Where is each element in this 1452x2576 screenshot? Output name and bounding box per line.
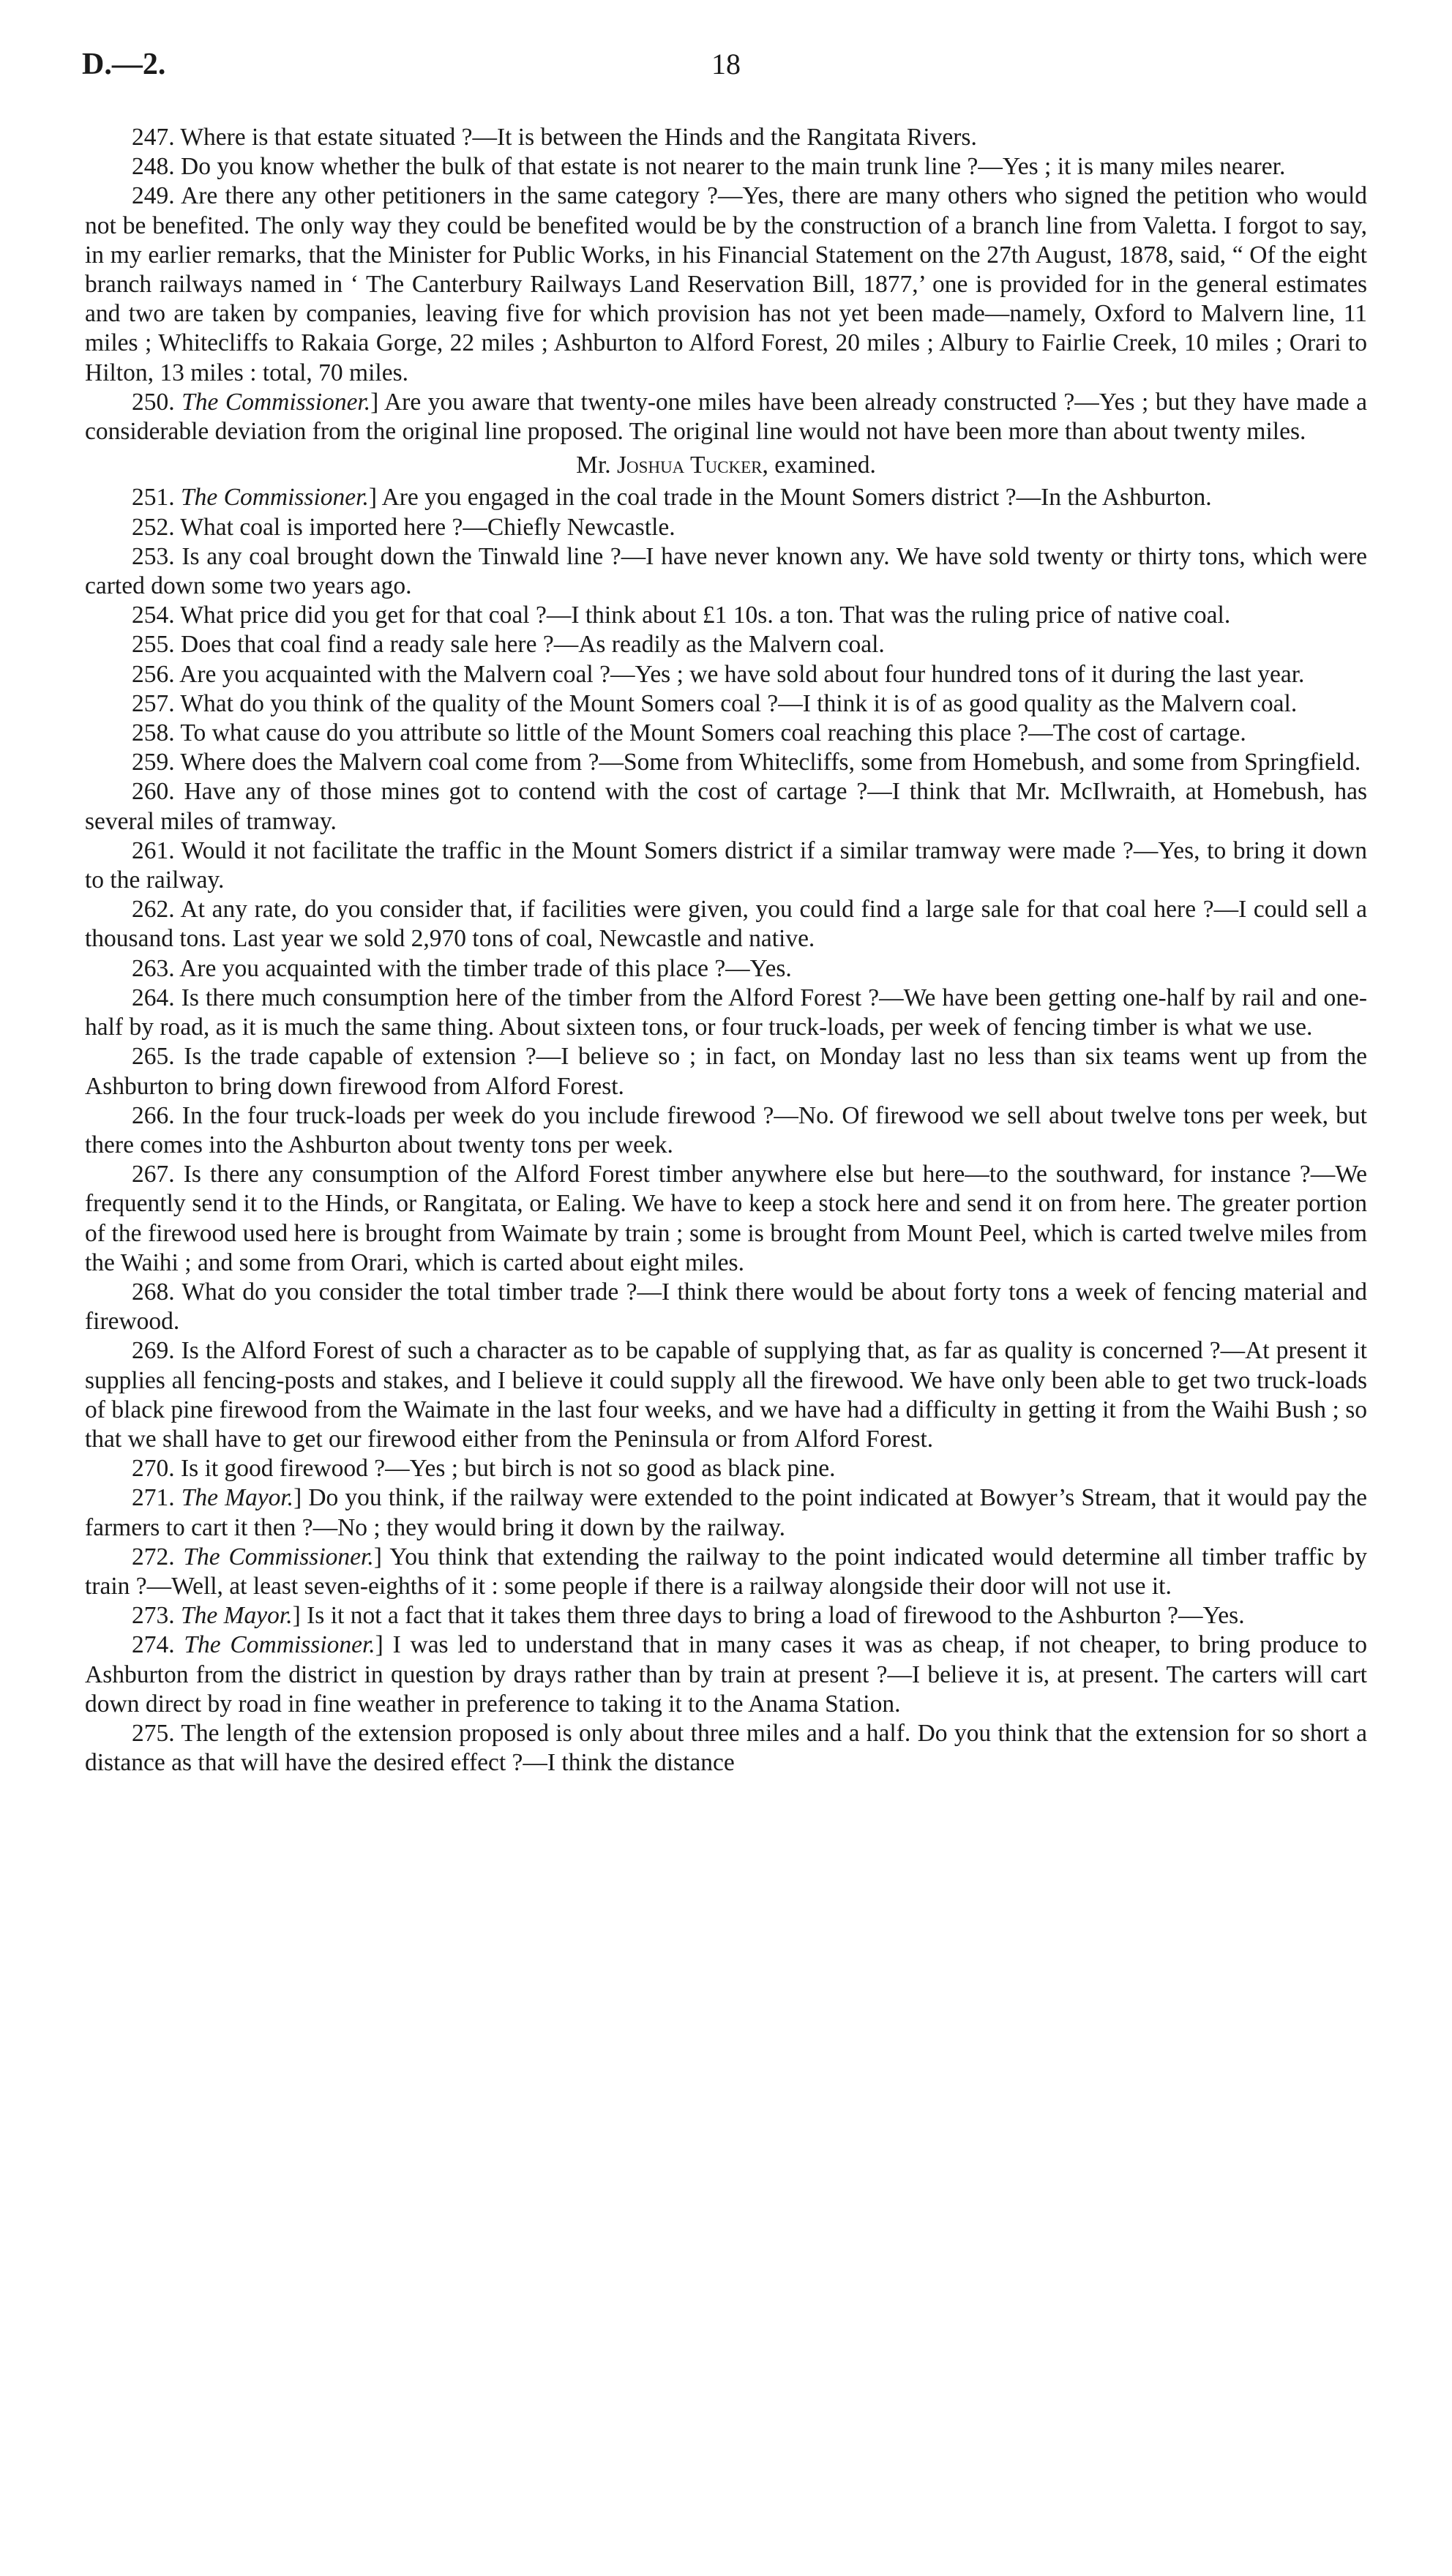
question-number: 263.	[132, 954, 175, 982]
witness-suffix: , examined.	[762, 452, 876, 479]
question-text: Where does the Malvern coal come from ?—Some from Whitecliffs, some from Homebush, and some from Springfield.	[180, 749, 1361, 776]
question-text: Do you know whether the bulk of that estate is not nearer to the main trunk line ?—Yes ; it is many miles nearer.	[181, 153, 1286, 181]
question-number: 249.	[132, 182, 175, 210]
speaker-name: The Commissioner.	[183, 1543, 374, 1570]
question-number: 258.	[132, 719, 175, 747]
speaker-name: The Commissioner.	[181, 484, 369, 512]
question-paragraph: 274. The Commissioner.] I was led to understand that in many cases it was as cheap, if not cheaper, to bring produce to Ashburton from the district in question by drays rather than by train at present ?—I believe it is, at present. The carters will cart down direct by road in fine weather in preference to taking it to the Anama Station.	[85, 1631, 1367, 1718]
speaker-name: The Mayor.	[181, 1484, 294, 1512]
question-number: 253.	[132, 542, 175, 570]
question-paragraph	[85, 1101, 1367, 1160]
question-paragraph	[85, 152, 1367, 181]
question-paragraph: 272. The Commissioner.] You think that extending the railway to the point indicated would determine all timber traffic by train ?—Well, at least seven-eighths of it : some people if there is a railway alongside their door will not use it.	[85, 1543, 1368, 1600]
question-text: What coal is imported here ?—Chiefly Newcastle.	[180, 513, 676, 541]
question-text: Do you think, if the railway were extended to the point indicated at Bowyer’s Stream, that it would pay the farmers to cart it then ?—No ; they would bring it down by the railway.	[85, 1484, 1368, 1541]
page-body	[85, 123, 1367, 1778]
question-paragraph	[85, 1160, 1367, 1278]
question-text: At any rate, do you consider that, if facilities were given, you could find a large sale for that coal here ?—I could sell a thousand tons. Last year we sold 2,970 tons of coal, Newcastle and native.	[85, 896, 1367, 953]
question-paragraph: 250. The Commissioner.] Are you aware that twenty-one miles have been already constructed ?—Yes ; but they have made a considerable deviation from the original line proposed. The original line would not have been more than about twenty miles.	[85, 388, 1368, 446]
question-text: Is the trade capable of extension ?—I believe so ; in fact, on Monday last no less than six teams went up from the Ashburton to bring down firewood from Alford Forest.	[85, 1043, 1367, 1100]
question-paragraph	[85, 542, 1367, 601]
question-paragraph	[85, 630, 1367, 659]
question-number: 259.	[132, 749, 175, 776]
question-text: Are you aware that twenty-one miles have been already constructed ?—Yes ; but they have made a considerable deviation from the original line proposed. The original line would not have been more than about twenty miles.	[85, 388, 1368, 446]
question-number: 269.	[132, 1337, 175, 1365]
question-number: 257.	[132, 689, 175, 717]
document-reference: D.—2.	[82, 48, 166, 81]
question-text: Does that coal find a ready sale here ?—As readily as the Malvern coal.	[181, 631, 885, 659]
question-text: In the four truck-loads per week do you include firewood ?—No. Of firewood we sell about twelve tons per week, but there comes into the Ashburton about twenty tons per week.	[85, 1101, 1367, 1158]
question-number: 251.	[132, 484, 175, 512]
question-text: What do you think of the quality of the Mount Somers coal ?—I think it is of as good quality as the Malvern coal.	[180, 689, 1298, 717]
page-number: 18	[711, 48, 741, 80]
question-paragraph	[85, 895, 1367, 954]
question-text: Are you acquainted with the timber trade of this place ?—Yes.	[179, 954, 792, 982]
speaker-name: The Commissioner.	[184, 1631, 375, 1659]
question-text: What do you consider the total timber trade ?—I think there would be about forty tons a week of fencing material and firewood.	[85, 1278, 1367, 1336]
question-number: 262.	[132, 896, 175, 924]
question-text: The length of the extension proposed is only about three miles and a half. Do you think that the extension for so short a distance as that will have the desired effect ?—I think the distance	[85, 1719, 1367, 1777]
question-paragraph	[85, 777, 1367, 836]
question-number: 267.	[132, 1161, 175, 1188]
page-header	[82, 47, 1370, 91]
question-text: Is there any consumption of the Alford Forest timber anywhere else but here—to the southward, for instance ?—We frequently send it to the Hinds, or Rangitata, or Ealing. We have to keep a stock here and send it on from here. The greater portion of the firewood used here is brought from Waimate by train ; some is brought from Mount Peel, which is carted twelve miles from the Waihi ; and some from Orari, which is carted about eight miles.	[85, 1161, 1368, 1276]
question-number: 252.	[132, 513, 175, 541]
witness-name: Joshua Tucker	[617, 452, 763, 479]
question-text: Is the Alford Forest of such a character as to be capable of supplying that, as far as quality is concerned ?—At present it supplies all fencing-posts and stakes, and I believe it could supply all the firewood. We have only been able to get two truck-loads of black pine firewood from the Waimate in the last four weeks, and we have had a difficulty in getting it from the Waihi Bush ; so that we shall have to get our firewood either from the Peninsula or from Alford Forest.	[85, 1337, 1367, 1453]
question-paragraph	[85, 836, 1367, 895]
question-paragraph: 273. The Mayor.] Is it not a fact that it takes them three days to bring a load of firewood to the Ashburton ?—Yes.	[132, 1602, 1245, 1630]
question-number: 275.	[132, 1719, 175, 1747]
question-paragraph	[85, 601, 1367, 630]
question-number: 256.	[132, 660, 175, 688]
question-paragraph: 271. The Mayor.] Do you think, if the railway were extended to the point indicated at Bowyer’s Stream, that it would pay the farmers to cart it then ?—No ; they would bring it down by the railway.	[85, 1484, 1368, 1541]
question-text: You think that extending the railway to the point indicated would determine all timber traffic by train ?—Well, at least seven-eighths of it : some people if there is a railway alongside their door will not use it.	[85, 1543, 1368, 1600]
question-number: 273.	[132, 1602, 175, 1630]
question-number: 255.	[132, 631, 175, 659]
evidence-group-2	[85, 483, 1367, 1778]
question-text: I was led to understand that in many cases it was as cheap, if not cheaper, to bring produce to Ashburton from the district in question by drays rather than by train at present ?—I believe it is, at present. The carters will cart down direct by road in fine weather in preference to taking it to the Anama Station.	[85, 1631, 1367, 1718]
question-number: 265.	[132, 1043, 175, 1071]
speaker-name: The Commissioner.	[182, 388, 371, 416]
question-number: 260.	[132, 778, 175, 806]
question-text: Is it not a fact that it takes them three days to bring a load of firewood to the Ashburton ?—Yes.	[307, 1602, 1245, 1630]
question-number: 264.	[132, 984, 175, 1011]
question-paragraph	[85, 1719, 1367, 1778]
question-number: 254.	[132, 602, 175, 629]
question-paragraph	[85, 1278, 1367, 1336]
question-number: 270.	[132, 1455, 175, 1483]
witness-heading	[85, 451, 1367, 480]
question-paragraph	[85, 954, 1367, 984]
question-text: What price did you get for that coal ?—I think about £1 10s. a ton. That was the ruling price of native coal.	[180, 602, 1231, 629]
question-paragraph	[85, 660, 1367, 689]
question-paragraph	[85, 1336, 1367, 1454]
question-number: 250.	[132, 388, 175, 416]
question-paragraph: 251. The Commissioner.] Are you engaged in the coal trade in the Mount Somers district ?—In the Ashburton.	[132, 484, 1212, 512]
question-paragraph	[85, 719, 1367, 748]
question-number: 272.	[132, 1543, 175, 1570]
question-text: Where is that estate situated ?—It is between the Hinds and the Rangitata Rivers.	[180, 124, 977, 151]
question-text: Have any of those mines got to contend with the cost of cartage ?—I think that Mr. McIlwraith, at Homebush, has several miles of tramway.	[85, 778, 1368, 835]
question-number: 271.	[132, 1484, 175, 1512]
question-paragraph	[85, 984, 1367, 1042]
question-paragraph	[85, 123, 1367, 152]
question-text: Would it not facilitate the traffic in the Mount Somers district if a similar tramway were made ?—Yes, to bring it down to the railway.	[85, 836, 1367, 894]
question-text: To what cause do you attribute so little of the Mount Somers coal reaching this place ?—The cost of cartage.	[180, 719, 1246, 747]
question-text: Is it good firewood ?—Yes ; but birch is not so good as black pine.	[181, 1455, 836, 1483]
question-text: Are you engaged in the coal trade in the Mount Somers district ?—In the Ashburton.	[381, 484, 1212, 512]
question-number: 274.	[132, 1631, 175, 1659]
question-number: 268.	[132, 1278, 175, 1306]
speaker-name: The Mayor.	[181, 1602, 293, 1630]
question-number: 248.	[132, 153, 175, 181]
question-paragraph	[85, 1454, 1367, 1483]
question-paragraph	[85, 689, 1367, 719]
question-text: Are you acquainted with the Malvern coal ?—Yes ; we have sold about four hundred tons of it during the last year.	[179, 660, 1305, 688]
question-text: Is there much consumption here of the timber from the Alford Forest ?—We have been getting one-half by rail and one-half by road, as it is much the same thing. About sixteen tons, or four truck-loads, per week of fencing timber is what we use.	[85, 984, 1367, 1041]
witness-prefix: Mr.	[576, 452, 611, 479]
question-text: Is any coal brought down the Tinwald line ?—I have never known any. We have sold twenty or thirty tons, which were carted down some two years ago.	[85, 542, 1368, 600]
question-text: Are there any other petitioners in the same category ?—Yes, there are many others who signed the petition who would not be benefited. The only way they could be benefited would be by the construction of a branch line from Valetta. I forgot to say, in my earlier remarks, that the Minister for Public Works, in his Financial Statement on the 27th August, 1878, said, “ Of the eight branch railways named in ‘ The Canterbury Railways Land Reservation Bill, 1877,’ one is provided for in the general estimates and two are taken by companies, leaving five for which provision has not yet been made—namely, Oxford to Malvern line, 11 miles ; Whitecliffs to Rakaia Gorge, 22 miles ; Ashburton to Alford Forest, 20 miles ; Albury to Fairlie Creek, 10 miles ; Orari to Hilton, 13 miles : total, 70 miles.	[85, 182, 1368, 386]
question-paragraph	[85, 181, 1367, 387]
question-number: 261.	[132, 836, 175, 864]
evidence-group-1	[85, 123, 1367, 446]
question-number: 247.	[132, 124, 175, 151]
question-paragraph	[85, 1042, 1367, 1101]
question-paragraph	[85, 513, 1367, 542]
question-paragraph	[85, 748, 1367, 777]
question-number: 266.	[132, 1101, 175, 1129]
